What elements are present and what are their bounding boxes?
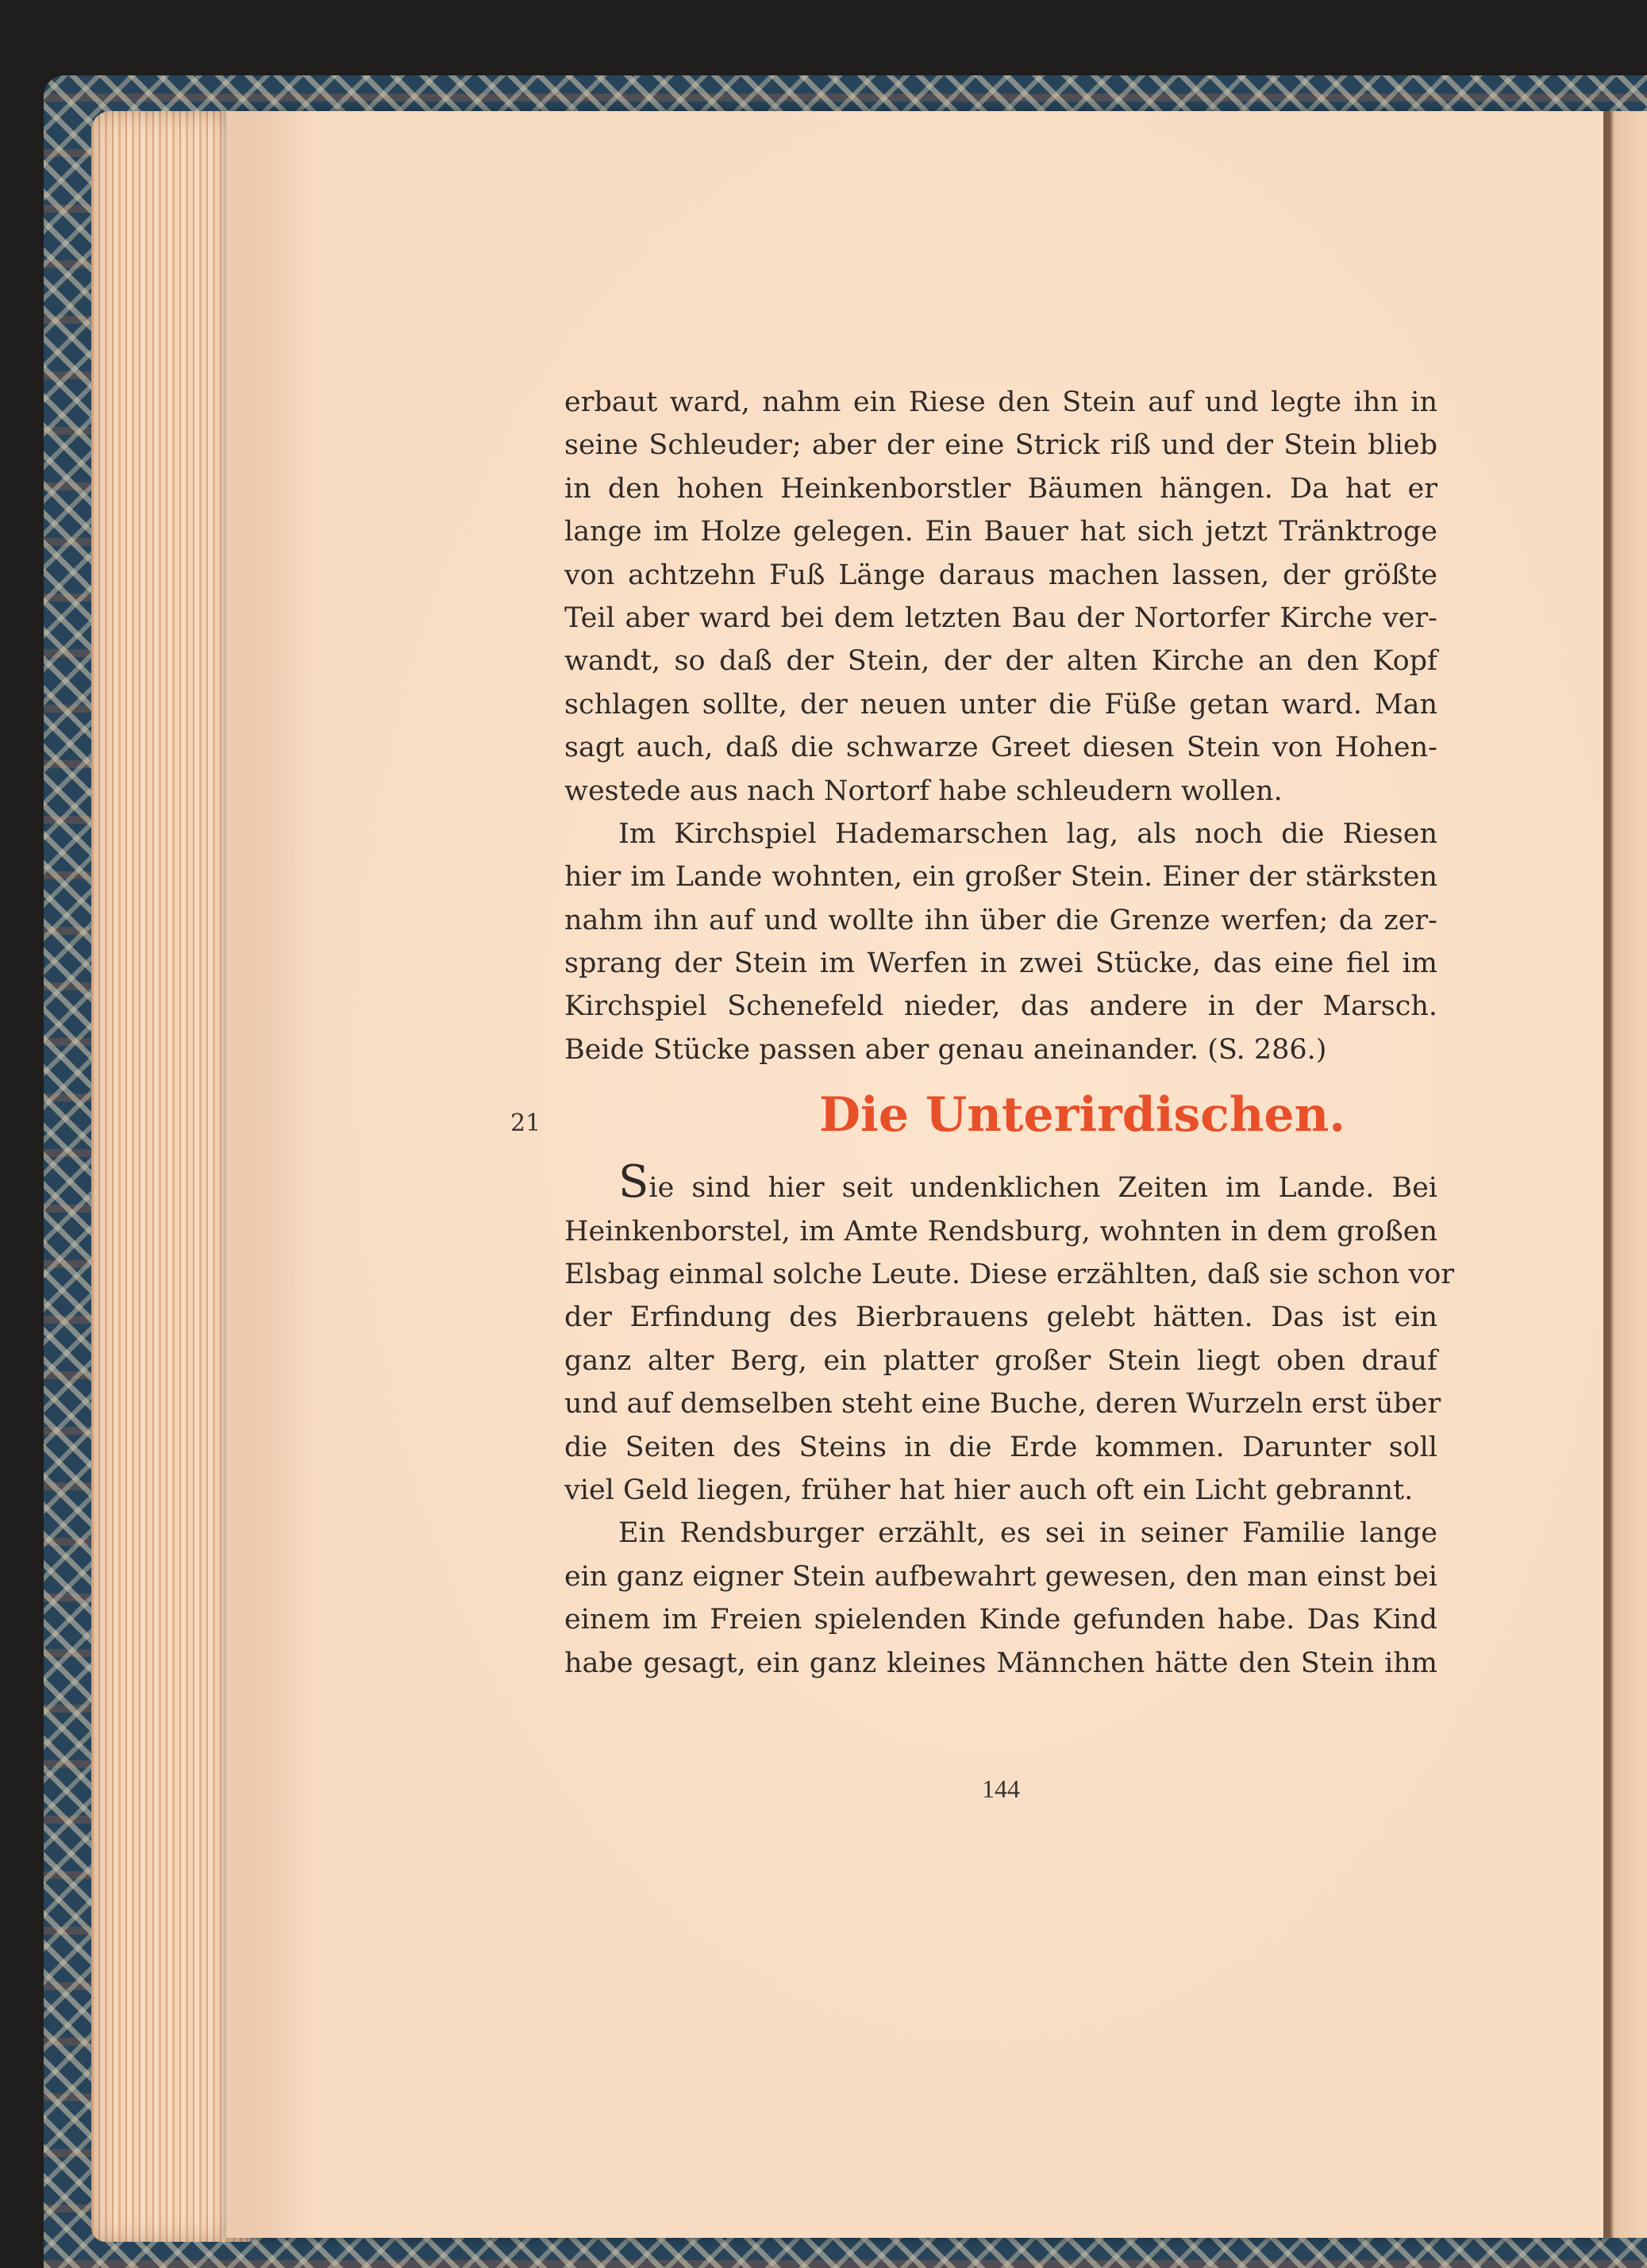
paragraph-3: [564, 1156, 1455, 1512]
text-line: lange im Holze gelegen. Ein Bauer hat sich jetzt Tränktroge: [564, 516, 1437, 548]
page-number: 144: [982, 1774, 1020, 1803]
text-line: sprang der Stein im Werfen in zwei Stücke, das eine fiel im: [564, 948, 1437, 980]
text-line: wandt, so daß der Stein, der der alten Kirche an den Kopf: [564, 645, 1437, 678]
text-line: von achtzehn Fuß Länge daraus machen lassen, der größte: [564, 559, 1437, 591]
text-line: der Erfindung des Bierbrauens gelebt hätten. Das ist ein: [564, 1301, 1437, 1334]
text-line: Heinkenborstel, im Amte Rendsburg, wohnten in dem großen: [564, 1215, 1437, 1247]
text-line: Elsbag einmal solche Leute. Diese erzählten, daß sie schon vor: [564, 1259, 1455, 1291]
text-line-with-initial: [564, 1156, 1437, 1209]
text-line: ein ganz eigner Stein aufbewahrt gewesen, den man einst bei: [564, 1560, 1437, 1593]
paragraph-4: [564, 1512, 1437, 1685]
text-line: Kirchspiel Schenefeld nieder, das andere in der Marsch.: [564, 990, 1437, 1023]
text-line: viel Geld liegen, früher hat hier auch oft ein Licht gebrannt.: [564, 1474, 1414, 1506]
paragraph-2: [564, 813, 1437, 1071]
text-line: und auf demselben steht eine Buche, deren Wurzeln erst über: [564, 1388, 1441, 1420]
page-text: [510, 381, 1455, 1685]
text-line: Ein Rendsburger erzählt, es sei in seiner Familie lange: [618, 1517, 1437, 1550]
text-line: erbaut ward, nahm ein Riese den Stein auf und legte ihn in: [564, 386, 1437, 418]
text-line: westede aus nach Nortorf habe schleudern wollen.: [564, 775, 1283, 807]
text-line: schlagen sollte, der neuen unter die Füße getan ward. Man: [564, 688, 1437, 721]
text-line: hier im Lande wohnten, ein großer Stein. Einer der stärksten: [564, 861, 1437, 894]
text-line: nahm ihn auf und wollte ihn über die Grenze werfen; da zer-: [564, 904, 1437, 936]
section-number: 21: [510, 1109, 541, 1138]
text-line-rest: ie sind hier seit undenklichen Zeiten im Lande. Bei: [648, 1172, 1437, 1205]
paragraph-1: [564, 381, 1437, 813]
facing-page-gutter: [1603, 111, 1647, 2238]
text-line: sagt auch, daß die schwarze Greet diesen Stein von Hohen-: [564, 732, 1437, 764]
text-line: einem im Freien spielenden Kinde gefunden habe. Das Kind: [564, 1604, 1437, 1636]
text-line: habe gesagt, ein ganz kleines Männchen hätte den Stein ihm: [564, 1647, 1437, 1679]
text-line: seine Schleuder; aber der eine Strick riß und der Stein blieb: [564, 429, 1437, 462]
text-line: die Seiten des Steins in die Erde kommen. Darunter soll: [564, 1431, 1437, 1463]
text-line: in den hohen Heinkenborstler Bäumen hängen. Da hat er: [564, 472, 1437, 505]
initial-letter: S: [618, 1156, 649, 1209]
chapter-title: Die Unterirdischen.: [819, 1087, 1346, 1144]
text-line: Teil aber ward bei dem letzten Bau der Nortorfer Kirche ver-: [564, 602, 1437, 634]
chapter-heading-row: [510, 1071, 1437, 1167]
text-line: ganz alter Berg, ein platter großer Stein liegt oben drauf: [564, 1344, 1437, 1377]
text-line: Im Kirchspiel Hademarschen lag, als noch die Riesen: [618, 817, 1437, 850]
text-line: Beide Stücke passen aber genau aneinander. (S. 286.): [564, 1033, 1327, 1066]
